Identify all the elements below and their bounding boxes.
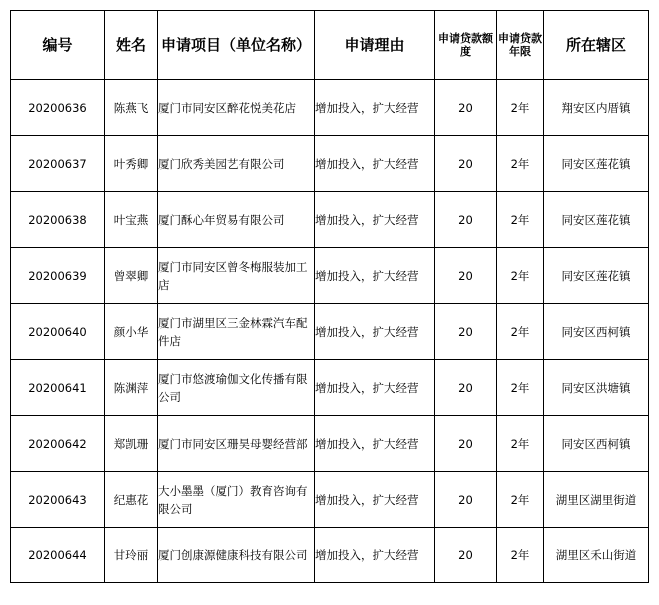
- cell-reason: 增加投入，扩大经营: [315, 472, 435, 528]
- cell-reason: 增加投入，扩大经营: [315, 80, 435, 136]
- cell-id: 20200639: [11, 248, 105, 304]
- cell-district: 同安区莲花镇: [544, 248, 649, 304]
- cell-project: 厦门市悠渡瑜伽文化传播有限公司: [158, 360, 315, 416]
- header-id: 编号: [11, 11, 105, 80]
- cell-name: 陈渊萍: [105, 360, 158, 416]
- cell-term: 2年: [497, 80, 544, 136]
- cell-amount: 20: [435, 472, 497, 528]
- cell-district: 同安区莲花镇: [544, 192, 649, 248]
- cell-term: 2年: [497, 192, 544, 248]
- cell-name: 陈燕飞: [105, 80, 158, 136]
- table-row: [11, 528, 649, 583]
- cell-district: 同安区西柯镇: [544, 304, 649, 360]
- cell-reason: 增加投入，扩大经营: [315, 360, 435, 416]
- cell-reason: 增加投入，扩大经营: [315, 528, 435, 583]
- cell-term: 2年: [497, 360, 544, 416]
- cell-reason: 增加投入，扩大经营: [315, 192, 435, 248]
- cell-amount: 20: [435, 192, 497, 248]
- cell-name: 甘玲丽: [105, 528, 158, 583]
- cell-district: 湖里区湖里街道: [544, 472, 649, 528]
- loan-application-sheet: [10, 10, 649, 583]
- cell-id: 20200637: [11, 136, 105, 192]
- cell-id: 20200644: [11, 528, 105, 583]
- cell-id: 20200640: [11, 304, 105, 360]
- cell-project: 厦门市同安区醉花悦美花店: [158, 80, 315, 136]
- table-row: [11, 416, 649, 472]
- cell-name: 叶宝燕: [105, 192, 158, 248]
- cell-term: 2年: [497, 416, 544, 472]
- cell-amount: 20: [435, 136, 497, 192]
- header-reason: 申请理由: [315, 11, 435, 80]
- loan-application-table: [10, 10, 649, 583]
- cell-id: 20200642: [11, 416, 105, 472]
- cell-name: 叶秀卿: [105, 136, 158, 192]
- cell-name: 曾翠卿: [105, 248, 158, 304]
- cell-reason: 增加投入，扩大经营: [315, 248, 435, 304]
- cell-amount: 20: [435, 80, 497, 136]
- cell-amount: 20: [435, 528, 497, 583]
- cell-district: 湖里区禾山街道: [544, 528, 649, 583]
- header-name: 姓名: [105, 11, 158, 80]
- cell-amount: 20: [435, 248, 497, 304]
- cell-id: 20200643: [11, 472, 105, 528]
- cell-term: 2年: [497, 304, 544, 360]
- table-header-row: [11, 11, 649, 80]
- table-row: [11, 472, 649, 528]
- cell-project: 厦门市湖里区三金林霖汽车配件店: [158, 304, 315, 360]
- cell-name: 郑凯珊: [105, 416, 158, 472]
- header-amount: 申请贷款额度: [435, 11, 497, 80]
- cell-project: 厦门市同安区曾冬梅服装加工店: [158, 248, 315, 304]
- cell-id: 20200638: [11, 192, 105, 248]
- table-row: [11, 80, 649, 136]
- cell-district: 同安区西柯镇: [544, 416, 649, 472]
- cell-project: 厦门欣秀美园艺有限公司: [158, 136, 315, 192]
- cell-amount: 20: [435, 304, 497, 360]
- table-row: [11, 192, 649, 248]
- cell-district: 同安区莲花镇: [544, 136, 649, 192]
- cell-name: 纪惠花: [105, 472, 158, 528]
- cell-reason: 增加投入，扩大经营: [315, 416, 435, 472]
- cell-amount: 20: [435, 416, 497, 472]
- cell-reason: 增加投入，扩大经营: [315, 136, 435, 192]
- cell-id: 20200636: [11, 80, 105, 136]
- cell-district: 翔安区内厝镇: [544, 80, 649, 136]
- table-row: [11, 304, 649, 360]
- table-row: [11, 248, 649, 304]
- cell-term: 2年: [497, 248, 544, 304]
- table-row: [11, 360, 649, 416]
- cell-amount: 20: [435, 360, 497, 416]
- cell-term: 2年: [497, 136, 544, 192]
- cell-term: 2年: [497, 472, 544, 528]
- table-row: [11, 136, 649, 192]
- cell-project: 厦门酥心年贸易有限公司: [158, 192, 315, 248]
- cell-project: 大小墨墨（厦门）教育咨询有限公司: [158, 472, 315, 528]
- cell-id: 20200641: [11, 360, 105, 416]
- cell-project: 厦门创康源健康科技有限公司: [158, 528, 315, 583]
- cell-project: 厦门市同安区珊昊母婴经营部: [158, 416, 315, 472]
- cell-term: 2年: [497, 528, 544, 583]
- header-term: 申请贷款年限: [497, 11, 544, 80]
- header-district: 所在辖区: [544, 11, 649, 80]
- header-project: 申请项目（单位名称）: [158, 11, 315, 80]
- cell-name: 颜小华: [105, 304, 158, 360]
- cell-district: 同安区洪塘镇: [544, 360, 649, 416]
- cell-reason: 增加投入，扩大经营: [315, 304, 435, 360]
